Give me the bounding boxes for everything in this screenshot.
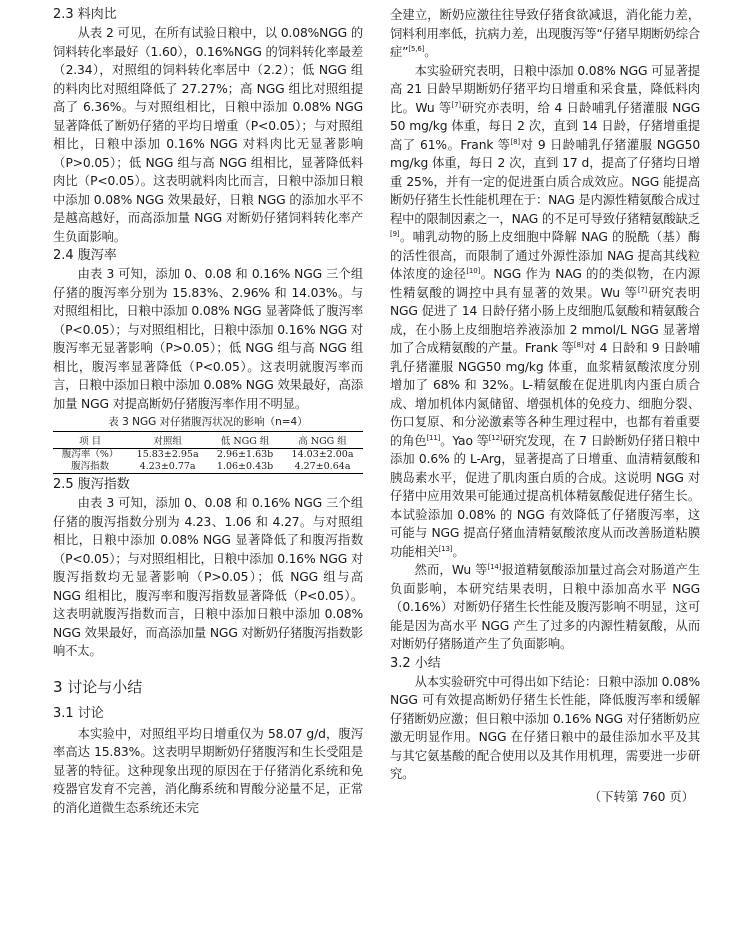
table-cell: 4.23±0.77a [127,461,208,474]
citation: [11] [426,433,441,442]
section-2-5-paragraph: 由表 3 可知，添加 0、0.08 和 0.16% NGG 三个组仔猪的腹泻指数分别为 4.23、1.06 和 4.27。与对照组相比，日粮中添加 0.08% NGG 显著降低了和腹泻指数（P<0.05）；与对照组相比，日粮中添加 0.16% NGG 对腹泻指数均无显著影响（P>0.05）；低 NGG 组与高 NGG 组相比，腹泻率和腹泻指数显著降低（P<0.05）。这表明就腹泻指数而言，日粮中添加日粮中添加 0.08% NGG 效果最好，而高添加量 NGG 对断奶仔猪腹泻指数影响不太。 [53,496,363,658]
section-3-2-paragraph: 从本实验研究中可得出如下结论：日粮中添加 0.08% NGG 可有效提高断奶仔猪生长性能，降低腹泻率和缓解仔猪断奶应激；但日粮中添加 0.16% NGG 对仔猪断奶应激无明显作用。NGG 在仔猪日粮中的最佳添加水平及其与其它氨基酸的配合使用以及其作用机理，需要进一步研究。 [390,674,700,781]
discussion-paragraph-3: 然而，Wu 等[14]报道精氨酸添加量过高会对肠道产生负面影响，本研究结果表明，日粮中添加高水平 NGG（0.16%）对断奶仔猪生长性能及腹泻影响不明显，这可能是因为高水平 NGG 产生了过多的内源性精氨酸，从而对断奶仔猪肠道产生了负面影响。 [390,562,700,651]
table-3-caption: 表 3 NGG 对仔猪腹泻状况的影响（n=4） [108,416,308,428]
citation: [10] [466,266,481,275]
table-row [53,461,363,474]
citation: [8] [573,340,584,349]
section-3-2-heading: 3.2 小结 [390,655,441,671]
section-3-1-paragraph: 本实验中，对照组平均日增重仅为 58.07 g/d，腹泻率高达 15.83%。这表明早期断奶仔猪腹泻和生长受阻是显著的特征。这种现象出现的原因在于仔猪消化系统和免疫器官发育不完善，消化酶系统和胃酸分泌量不足，正常的消化道微生态系统还未完 [53,726,363,815]
citation: [7] [451,100,461,109]
table-header-cell: 对照组 [127,432,208,449]
table-cell: 14.03±2.00a [291,449,354,460]
table-cell: 1.06±0.43b [208,461,282,474]
section-2-4-paragraph: 由表 3 可知，添加 0、0.08 和 0.16% NGG 三个组仔猪的腹泻率分别为 15.83%、2.96% 和 14.03%。与对照组相比，日粮中添加 0.08% NGG 显著降低了腹泻率（P<0.05）；与对照组相比，日粮中添加 0.16% NGG 对腹泻率无显著影响（P>0.05）；低 NGG 组与高 NGG 组相比，腹泻率显著降低（P<0.05）。这表明就腹泻率而言，日粮中添加日粮中添加 0.08% NGG 效果最好，高添加量 NGG 对提高断奶仔猪腹泻率作用不明显。 [53,267,363,411]
citation: [8] [510,137,521,146]
section-2-3-heading: 2.3 料肉比 [53,7,117,22]
table-cell: 腹泻指数 [53,461,127,474]
left-column [53,6,363,817]
table-header-cell: 高 NGG 组 [282,432,363,449]
right-column [390,6,700,806]
section-2-3-paragraph: 从表 2 可见，在所有试验日粮中，以 0.08%NGG 的饲料转化率最好（1.60），0.16%NGG 的饲料转化率最差（2.34），对照组的饲料转化率居中（2.2）；低 NGG 组的料肉比对照组降低了 27.27%；高 NGG 组比对照组提高了 6.36%。与对照组相比，日粮中添加 0.08% NGG 显著降低了断奶仔猪的平均日增重（P<0.05）；与对照组相比，日粮中添加 0.16% NGG 对料肉比无显著影响（P>0.05）；低 NGG 组与高 NGG 组相比，显著降低料肉比（P<0.05）。这表明就料肉比而言，日粮中添加日粮中添加 0.08% NGG 效果最好，日粮 NGG 的添加水平不是越高越好，而高添加量 NGG 对断奶仔猪饲料转化率产生负面影响。 [53,26,363,244]
citation: [13] [438,544,453,553]
table-cell: 腹泻率（%） [61,449,119,460]
citation: [9] [390,229,400,238]
section-2-4-heading: 2.4 腹泻率 [53,248,117,263]
section-3-heading: 3 讨论与小结 [53,677,143,696]
table-row [53,449,363,462]
citation: [5,6] [408,44,425,53]
discussion-continued-paragraph: 全建立，断奶应激往往导致仔猪食欲减退，消化能力差，饲料利用率低，抗病力差，出现腹泻等“仔猪早期断奶综合症”[5,6]。 [390,8,700,59]
table-header-cell: 低 NGG 组 [208,432,282,449]
citation: [7] [637,285,648,294]
table-cell: 2.96±1.63b [216,449,274,460]
table-3 [53,431,363,474]
discussion-paragraph-2: 本实验研究表明，日粮中添加 0.08% NGG 可显著提高 21 日龄早期断奶仔猪平均日增重和采食量，降低料肉比。Wu 等[7]研究亦表明，给 4 日龄哺乳仔猪灌服 NGG 50 mg/kg 体重，每日 2 次，直到 14 日龄，仔猪增重提高了 61%。Frank 等[8]对 9 日龄哺乳仔猪灌服 NGG50 mg/kg 体重，每日 2 次，直到 17 d，提高了仔猪均日增重 25%，并有一定的促进蛋白质合成效应。NGG 能提高断奶仔猪生长性能机理在于：NAG 是内源性精氨酸合成过程中的限制因素之一，NAG 的不足可导致仔猪精氨酸缺乏[9]。哺乳动物的肠上皮细胞中降解 NAG 的脱酰（基）酶的活性很高，而限制了通过外源性添加 NAG 提高其线粒体浓度的途径[10]。NGG 作为 NAG 的的类似物，在内源性精氨酸的调控中具有显著的效果。Wu 等[7]研究表明 NGG 促进了 14 日龄仔猪小肠上皮细胞瓜氨酸和精氨酸合成，在小肠上皮细胞培养液添加 2 mmol/L NGG 显著增加了合成精氨酸的产量。Frank 等[8]对 4 日龄和 9 日龄哺乳仔猪灌服 NGG50 mg/kg 体重，血浆精氨酸浓度分别增加了 68% 和 32%。L-精氨酸在促进肌肉内蛋白质合成、增加机体内氮储留、增强机体的免疫力、细胞分裂、伤口复原、和分泌激素等各种生理过程中，也都有着重要的角色[11]。Yao 等[12]研究发现，在 7 日龄断奶仔猪日粮中添加 0.6% 的 L-Arg，显著提高了日增重、血清精氨酸和胰岛素水平，促进了肌肉蛋白质的合成。这说明 NGG 对仔猪中应用效果可能通过提高机体精氨酸促进仔猪生长。本试验添加 0.08% 的 NGG 有效降低了仔猪腹泻率，这可能与 NGG 提高仔猪血清精氨酸浓度从而改善肠道粘膜功能相关[13]。 [390,63,701,559]
citation: [14] [487,562,502,571]
citation: [12] [488,433,503,442]
continued-on-page-note: （下转第 760 页） [588,789,694,804]
table-header-cell: 项 目 [53,432,127,449]
table-cell: 15.83±2.95a [136,449,199,460]
section-2-5-heading: 2.5 腹泻指数 [53,477,130,492]
section-3-1-heading: 3.1 讨论 [53,705,104,721]
table-cell: 4.27±0.64a [282,461,363,474]
table-header-row [53,432,363,449]
